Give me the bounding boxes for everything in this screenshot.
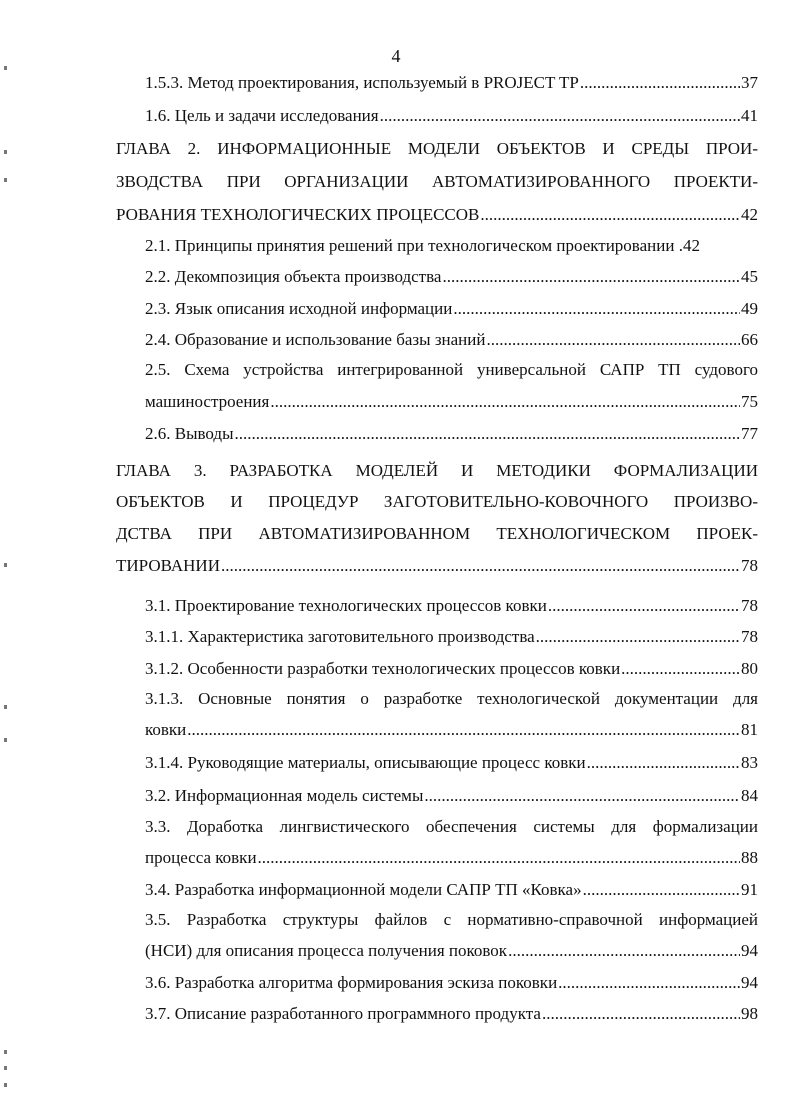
scan-margin-mark [4, 705, 7, 709]
scan-margin-mark [4, 150, 7, 154]
toc-entry-title: 3.1.2. Особенности разработки технологических процессов ковки [145, 659, 621, 678]
scan-margin-mark [4, 66, 7, 70]
toc-chapter-line[interactable]: ДСТВА ПРИ АВТОМАТИЗИРОВАННОМ ТЕХНОЛОГИЧЕСКОМ ПРОЕК- [116, 524, 758, 543]
toc-entry-title: ТИРОВАНИИ [116, 556, 220, 575]
toc-leader-dots [508, 941, 740, 961]
toc-entry-title: 3.1.4. Руководящие материалы, описывающие процесс ковки [145, 753, 586, 772]
toc-entry[interactable] [145, 941, 758, 961]
toc-entry-title: 2.2. Декомпозиция объекта производства [145, 267, 442, 286]
toc-leader-dots [548, 596, 740, 616]
toc-leader-dots [221, 556, 740, 576]
toc-entry-page: 84 [741, 786, 758, 805]
toc-entry-page: 88 [741, 848, 758, 867]
toc-entry-page: 45 [741, 267, 758, 286]
toc-entry-title: 3.6. Разработка алгоритма формирования эскиза поковки [145, 973, 558, 992]
toc-entry-line[interactable]: 2.5. Схема устройства интегрированной универсальной САПР ТП судового [145, 360, 758, 379]
toc-entry[interactable] [145, 236, 758, 256]
toc-entry[interactable] [145, 659, 758, 679]
toc-leader-dots [270, 392, 740, 412]
toc-entry-title: 1.6. Цель и задачи исследования [145, 106, 379, 125]
toc-entry-page: 77 [741, 424, 758, 443]
toc-entry-title: 3.4. Разработка информационной модели САПР ТП «Ковка» [145, 880, 582, 899]
toc-chapter-line[interactable]: ЗВОДСТВА ПРИ ОРГАНИЗАЦИИ АВТОМАТИЗИРОВАННОГО ПРОЕКТИ- [116, 172, 758, 191]
toc-entry-title: 3.7. Описание разработанного программного продукта [145, 1004, 541, 1023]
toc-entry-title: 3.2. Информационная модель системы [145, 786, 424, 805]
scan-margin-mark [4, 1083, 7, 1087]
toc-entry-title: 3.1.1. Характеристика заготовительного производства [145, 627, 535, 646]
toc-leader-dots [486, 330, 740, 350]
toc-entry[interactable] [145, 267, 758, 287]
toc-entry-line[interactable]: 3.3. Доработка лингвистического обеспечения системы для формализации [145, 817, 758, 836]
toc-entry[interactable] [145, 424, 758, 444]
toc-entry-title: 1.5.3. Метод проектирования, используемый в PROJECT TP [145, 73, 579, 92]
toc-entry[interactable] [145, 106, 758, 126]
toc-entry[interactable] [145, 627, 758, 647]
toc-entry-page: 78 [741, 596, 758, 615]
scan-margin-mark [4, 563, 7, 567]
toc-entry-page: 66 [741, 330, 758, 349]
toc-entry-title: 2.4. Образование и использование базы знаний [145, 330, 486, 349]
toc-entry-page: 37 [741, 73, 758, 92]
toc-entry[interactable] [145, 880, 758, 900]
scan-margin-mark [4, 738, 7, 742]
toc-leader-dots [558, 973, 740, 993]
toc-entry-page: 83 [741, 753, 758, 772]
toc-leader-dots [187, 720, 740, 740]
toc-entry-title: (НСИ) для описания процесса получения поковок [145, 941, 508, 960]
toc-entry-title: ковки [145, 720, 187, 739]
toc-entry-line[interactable]: 3.1.3. Основные понятия о разработке технологической документации для [145, 689, 758, 708]
scan-margin-mark [4, 1066, 7, 1070]
toc-leader-dots [380, 106, 740, 126]
toc-entry[interactable] [145, 330, 758, 350]
toc-entry-title: 3.1. Проектирование технологических процессов ковки [145, 596, 547, 615]
toc-entry-page: 78 [741, 556, 758, 575]
toc-entry[interactable] [145, 786, 758, 806]
toc-leader-dots [580, 73, 740, 93]
toc-entry-title: машиностроения [145, 392, 270, 411]
toc-entry[interactable] [145, 392, 758, 412]
toc-leader-dots [480, 205, 740, 225]
toc-entry-page: 98 [741, 1004, 758, 1023]
toc-entry[interactable] [145, 73, 758, 93]
toc-leader-dots [587, 753, 740, 773]
toc-entry-page: 81 [741, 720, 758, 739]
toc-leader-dots [442, 267, 740, 287]
toc-leader-dots [542, 1004, 740, 1024]
toc-entry[interactable] [145, 973, 758, 993]
toc-leader-dots [536, 627, 740, 647]
scan-margin-mark [4, 178, 7, 182]
toc-entry-page: 78 [741, 627, 758, 646]
toc-entry-line[interactable]: 3.5. Разработка структуры файлов с нормативно-справочной информацией [145, 910, 758, 929]
toc-entry[interactable] [145, 596, 758, 616]
toc-entry-title: 2.3. Язык описания исходной информации [145, 299, 453, 318]
toc-leader-dots [424, 786, 740, 806]
toc-entry-page: 91 [741, 880, 758, 899]
toc-entry[interactable] [145, 299, 758, 319]
toc-entry-title: 2.1. Принципы принятия решений при технологическом проектировании .42 [145, 236, 700, 255]
toc-entry[interactable] [116, 205, 758, 225]
toc-chapter-line[interactable]: ГЛАВА 3. РАЗРАБОТКА МОДЕЛЕЙ И МЕТОДИКИ ФОРМАЛИЗАЦИИ [116, 461, 758, 480]
toc-leader-dots [258, 848, 740, 868]
toc-leader-dots [621, 659, 740, 679]
toc-entry-page: 75 [741, 392, 758, 411]
toc-chapter-line[interactable]: ОБЪЕКТОВ И ПРОЦЕДУР ЗАГОТОВИТЕЛЬНО-КОВОЧНОГО ПРОИЗВО- [116, 492, 758, 511]
toc-entry-page: 49 [741, 299, 758, 318]
scan-margin-mark [4, 1050, 7, 1054]
toc-entry-title: РОВАНИЯ ТЕХНОЛОГИЧЕСКИХ ПРОЦЕССОВ [116, 205, 480, 224]
page-number: 4 [391, 46, 401, 66]
toc-entry-page: 94 [741, 941, 758, 960]
toc-entry-page: 42 [741, 205, 758, 224]
toc-leader-dots [235, 424, 740, 444]
toc-entry-title: 2.6. Выводы [145, 424, 234, 443]
toc-entry-page: 80 [741, 659, 758, 678]
toc-entry-title: процесса ковки [145, 848, 257, 867]
toc-leader-dots [453, 299, 740, 319]
toc-entry[interactable] [145, 848, 758, 868]
toc-entry[interactable] [145, 753, 758, 773]
toc-entry[interactable] [145, 1004, 758, 1024]
toc-entry[interactable] [145, 720, 758, 740]
toc-entry-page: 41 [741, 106, 758, 125]
toc-chapter-line[interactable]: ГЛАВА 2. ИНФОРМАЦИОННЫЕ МОДЕЛИ ОБЪЕКТОВ И СРЕДЫ ПРОИ- [116, 139, 758, 158]
toc-entry[interactable] [116, 556, 758, 576]
toc-leader-dots [583, 880, 740, 900]
toc-entry-page: 94 [741, 973, 758, 992]
